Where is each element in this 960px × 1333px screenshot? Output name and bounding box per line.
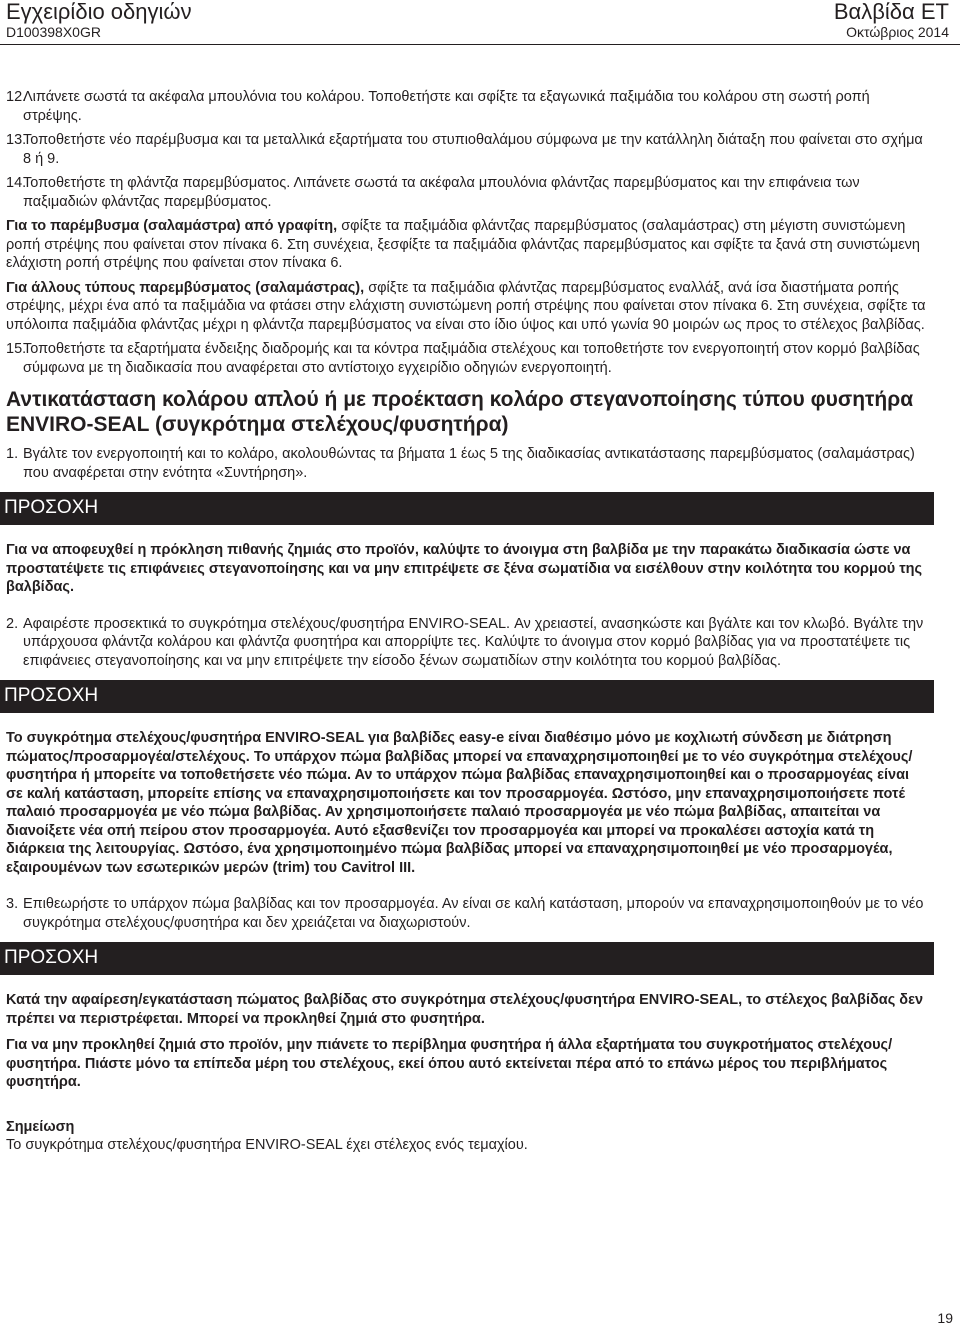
caution-text: Το συγκρότημα στελέχους/φυσητήρα ENVIRO-SEAL για βαλβίδες easy-e είναι διαθέσιμο μόνο με κοχλιωτή σύνδεση με διάτρηση πώματος/προσαρμογέα/στελέχους. Το υπάρχον πώμα βαλβίδας μπορεί να επαναχρησιμοποιηθεί με το νέο συγκρότημα στελέχους/φυσητήρα ή μπορείτε να τοποθετήσετε νέο πώμα. Αν το υπάρχον πώμα βαλβίδας επαναχρησιμοποιηθεί και ο προσαρμογέας είναι σε καλή κατάσταση, μπορείτε επίσης να επαναχρησιμοποιήσετε και τον προσαρμογέα. Ωστόσο, μην επαναχρησιμοποιήσετε ποτέ παλαιό προσαρμογέα με νέο πώμα βαλβίδας. Αν χρησιμοποιήσετε παλαιό προσαρμογέα με νέο πώμα βαλβίδας, απαιτείται να διανοίξετε νέα οπή πείρου στον προσαρμογέα. Αυτό εξασθενίζει τον προσαρμογέα και μπορεί να προκαλέσει αστοχία κατά τη διάρκεια της λειτουργίας. Ωστόσο, ένα χρησιμοποιημένο πώμα βαλβίδας μπορεί να επαναχρησιμοποιηθεί με νέο προσαρμογέα, εξαιρουμένων των εσωτερικών μερών (trim) του Cavitrol III. [6, 730, 913, 876]
caution-banner: ΠΡΟΣΟΧΗ [0, 942, 934, 975]
graphite-packing-heading: Για το παρέμβυσμα (σαλαμάστρα) από γραφίτη, [6, 218, 338, 234]
step-number: 13. [6, 132, 27, 148]
step-number: 12. [6, 89, 27, 105]
other-packing-text: σφίξτε τα παξιμάδια φλάντζας παρεμβύσματος εναλλάξ, ανά ίσα διαστήματα ροπής στρέψης, μέχρι ένα από τα παξιμάδια να φτάσει στην ελάχιστη συνιστώμενη ροπή στρέψης που φαίνεται στον πίνακα 6. Στη συνέχεια, σφίξτε τα υπόλοιπα παξιμάδια φλάντζας μέχρι η φλάντζα παρεμβύσματος να είναι στο ίδιο ύψος και υπό γωνία 90 μοιρών ως προς το στέλεχος βαλβίδας. [6, 279, 926, 333]
step-2 [6, 615, 926, 671]
manual-title: Εγχειρίδιο οδηγιών [6, 0, 192, 24]
step-text: Τοποθετήστε τη φλάντζα παρεμβύσματος. Λιπάνετε σωστά τα ακέφαλα μπουλόνια φλάντζας παρεμβύσματος και την επιφάνεια των παξιμαδιών φλάντζας παρεμβύσματος. [23, 175, 860, 210]
caution-text: Για να μην προκληθεί ζημιά στο προϊόν, μην πιάνετε το περίβλημα φυσητήρα ή άλλα εξαρτήματα του συγκροτήματος στελέχους/φυσητήρα. Πιάστε μόνο τα επίπεδα μέρη του στελέχους, εκεί όπου αυτό εκτείνεται πέρα από το επάνω μέρος του περιβλήματος φυσητήρα. [6, 1037, 893, 1090]
publication-date: Οκτώβριος 2014 [846, 24, 949, 40]
step-1 [6, 445, 926, 482]
step-15 [6, 340, 926, 377]
step-number: 15. [6, 341, 27, 357]
step-number: 3. [6, 896, 19, 912]
document-number: D100398X0GR [6, 24, 101, 40]
step-text: Λιπάνετε σωστά τα ακέφαλα μπουλόνια του κολάρου. Τοποθετήστε και σφίξτε τα εξαγωνικά παξιμάδια του κολάρου στη σωστή ροπή στρέψης. [23, 89, 870, 124]
caution-banner: ΠΡΟΣΟΧΗ [0, 492, 934, 525]
caution-text: Για να αποφευχθεί η πρόκληση πιθανής ζημιάς στο προϊόν, καλύψτε το άνοιγμα στη βαλβίδα με την παρακάτω διαδικασία ώστε να προστατέψετε τις επιφάνειες στεγανοποίησης και να μην επιτρέψετε σε ξένα σωματίδια να εισέλθουν στην κοιλότητα του κορμού της βαλβίδας. [6, 542, 923, 595]
step-text: Τοποθετήστε νέο παρέμβυσμα και τα μεταλλικά εξαρτήματα του στυπιοθαλάμου σύμφωνα με την κατάλληλη διάταξη που φαίνεται στο σχήμα 8 ή 9. [23, 132, 923, 167]
step-13 [6, 131, 926, 168]
step-12 [6, 88, 926, 125]
graphite-packing-text: σφίξτε τα παξιμάδια φλάντζας παρεμβύσματος (σαλαμάστρας) στη μέγιστη συνιστώμενη ροπή στρέψης που φαίνεται στον πίνακα 6. Στη συνέχεια, ξεσφίξτε τα παξιμάδια φλάντζας παρεμβύσματος και σφίξτε τα ξανά στη συνιστώμενη ελάχιστη ροπή στρέψης που φαίνεται στον πίνακα 6. [6, 218, 920, 271]
note-heading: Σημείωση [6, 1118, 75, 1135]
caution-banner: ΠΡΟΣΟΧΗ [0, 680, 934, 713]
page-header [0, 0, 960, 44]
other-packing-heading: Για άλλους τύπους παρεμβύσματος (σαλαμάστρας), [6, 279, 365, 296]
step-3 [6, 895, 926, 932]
step-number: 1. [6, 446, 19, 462]
step-number: 14. [6, 175, 27, 191]
step-number: 2. [6, 615, 19, 632]
step-text: Βγάλτε τον ενεργοποιητή και το κολάρο, ακολουθώντας τα βήματα 1 έως 5 της διαδικασίας αντικατάστασης παρεμβύσματος (σαλαμάστρας) που αναφέρεται στην ενότητα «Συντήρηση». [23, 446, 915, 481]
other-packing-paragraph [6, 279, 926, 335]
header-divider [0, 44, 960, 45]
step-text: Επιθεωρήστε το υπάρχον πώμα βαλβίδας και τον προσαρμογέα. Αν είναι σε καλή κατάσταση, μπορούν να επαναχρησιμοποιηθούν με το νέο συγκρότημα στελέχους/φυσητήρα και δεν χρειάζεται να διαχωριστούν. [23, 896, 924, 931]
step-text: Τοποθετήστε τα εξαρτήματα ένδειξης διαδρομής και τα κόντρα παξιμάδια στελέχους και τοποθετήστε τον ενεργοποιητή στον κορμό βαλβίδας σύμφωνα με τη διαδικασία που αναφέρεται στο αντίστοιχο εγχειρίδιο οδηγιών ενεργοποιητή. [23, 341, 920, 376]
product-name: Βαλβίδα ET [833, 0, 949, 24]
page-number: 19 [937, 1310, 953, 1326]
caution-text: Κατά την αφαίρεση/εγκατάσταση πώματος βαλβίδας στο συγκρότημα στελέχους/φυσητήρα ENVIRO-SEAL, το στέλεχος βαλβίδας δεν πρέπει να περιστρέφεται. Μπορεί να προκληθεί ζημιά στο φυσητήρα. [6, 992, 924, 1027]
page-content [6, 88, 926, 1161]
section-heading: Αντικατάσταση κολάρου απλού ή με προέκταση κολάρο στεγανοποίησης τύπου φυσητήρα ENVIRO-SEAL (συγκρότημα στελέχους/φυσητήρα) [6, 388, 914, 436]
note-text: Το συγκρότημα στελέχους/φυσητήρα ENVIRO-SEAL έχει στέλεχος ενός τεμαχίου. [6, 1137, 528, 1153]
graphite-packing-paragraph [6, 217, 926, 273]
step-text: Αφαιρέστε προσεκτικά το συγκρότημα στελέχους/φυσητήρα ENVIRO-SEAL. Αν χρειαστεί, ανασηκώστε και βγάλτε και τον κλωβό. Βγάλτε την υπάρχουσα φλάντζα κολάρου και φλάντζα φυσητήρα και απορρίψτε τες. Καλύψτε το άνοιγμα στον κορμό βαλβίδας για να προστατέψετε τις επιφάνειες στεγανοποίησης και να μην επιτρέψετε την είσοδο ξένων σωματιδίων στην κοιλότητα του κορμού βαλβίδας. [23, 615, 924, 669]
step-14 [6, 174, 926, 211]
